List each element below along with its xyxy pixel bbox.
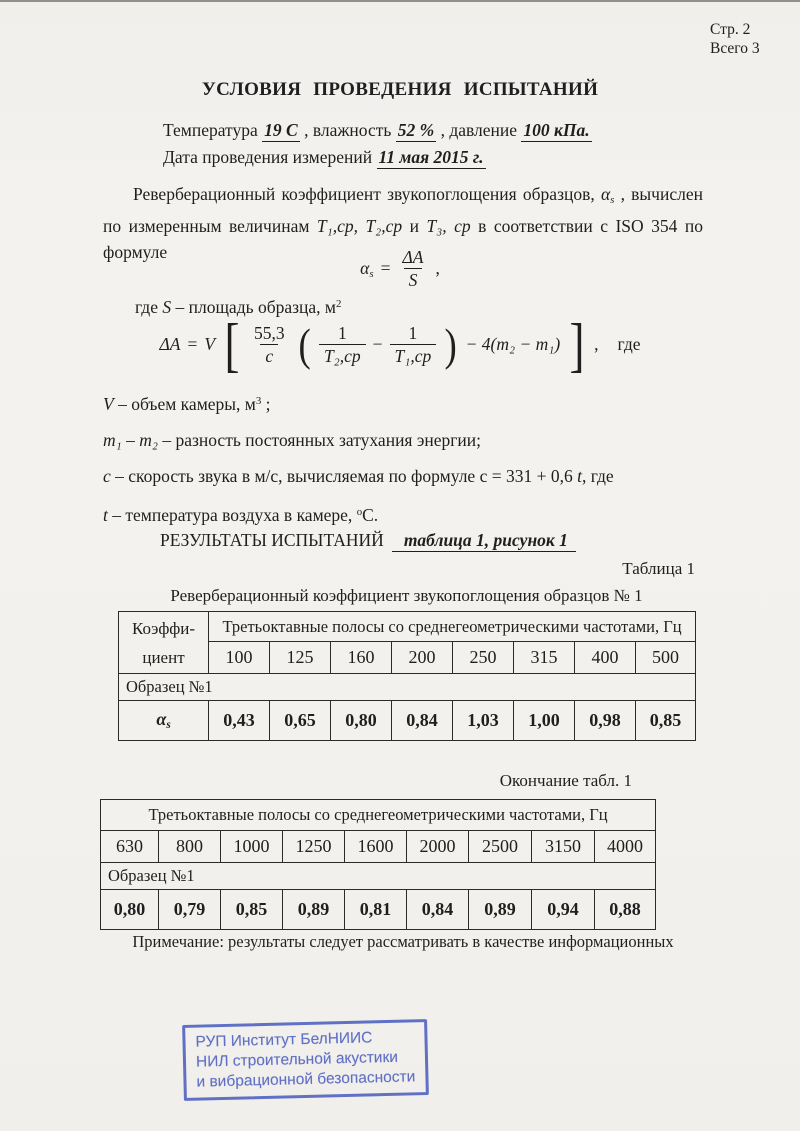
frequency-row	[101, 831, 656, 863]
measurement-date-line	[163, 144, 592, 171]
value-cell: 0,80	[331, 701, 392, 741]
value-cell: 0,81	[345, 890, 407, 930]
table2-label: Окончание табл. 1	[499, 771, 632, 790]
m1-m2-symbol: m₁ – m₂	[103, 429, 158, 450]
frequency-cell: 1250	[283, 831, 345, 863]
intro-text-2: , вычислен по измеренным величинам	[103, 184, 703, 237]
fraction-denominator: T₁,ср	[390, 344, 437, 366]
definition-text: – объем камеры, м	[113, 393, 256, 414]
note-line: Примечание: результаты следует рассматривать в качестве информационных	[132, 932, 674, 951]
stamp-line-3: и вибрационной безопасности	[196, 1067, 416, 1091]
fraction-denominator: T₂,ср	[319, 344, 366, 366]
alpha-base: α	[600, 184, 611, 204]
alpha-s-symbol	[600, 184, 615, 207]
results-table-2	[100, 799, 656, 930]
value-cell: 0,80	[101, 890, 159, 930]
frequency-cell: 400	[575, 642, 636, 674]
equals-sign: =	[187, 334, 198, 355]
definition-text: – температура воздуха в камере,	[107, 504, 357, 525]
frequency-cell: 160	[331, 642, 392, 674]
where-label: где	[617, 334, 641, 355]
minus-sign: −	[372, 334, 383, 355]
alpha-s-cell	[119, 701, 209, 741]
value-cell: 0,94	[532, 890, 595, 930]
fraction-denominator: S	[404, 268, 423, 290]
value-cell: 0,88	[595, 890, 656, 930]
t2-symbol: T₂,ср	[365, 216, 403, 237]
delta-a-symbol: ΔA	[159, 334, 181, 355]
coefficient-word-part2: циент	[142, 647, 185, 667]
frequency-cell: 200	[392, 642, 453, 674]
where-s-text: – площадь образца, м	[171, 297, 337, 317]
formula-alpha-row	[360, 247, 440, 290]
t3-symbol: T₃, ср	[426, 216, 471, 237]
temperature-value: 19 С	[264, 120, 298, 140]
alpha-s-symbol	[156, 709, 171, 732]
frequency-cell: 500	[636, 642, 696, 674]
fraction-denominator: c	[260, 344, 278, 366]
intro-text-1: Реверберационный коэффициент звукопоглощения образцов,	[133, 184, 601, 204]
fraction-dA-S	[397, 247, 428, 290]
value-cell: 0,85	[636, 701, 696, 741]
value-cell: 0,43	[209, 701, 270, 741]
document-title: УСЛОВИЯ ПРОВЕДЕНИЯ ИСПЫТАНИЙ	[201, 79, 599, 100]
organization-stamp	[182, 1019, 429, 1101]
page-number: Стр. 2	[710, 21, 751, 38]
formula-alpha-lhs	[360, 258, 373, 280]
alpha-subscript: s	[610, 194, 615, 207]
definition-tail: ;	[261, 393, 271, 414]
sample-row	[119, 674, 696, 701]
value-cell: 0,98	[575, 701, 636, 741]
formula-comma: ,	[435, 258, 440, 279]
value-cell: 0,89	[469, 890, 532, 930]
fraction-1-T1	[390, 323, 437, 366]
page-counter	[710, 20, 760, 58]
sample-label-cell: Образец №1	[119, 674, 696, 701]
table1-caption: Реверберационный коэффициент звукопоглощения образцов № 1	[170, 586, 643, 605]
humidity-label: , влажность	[299, 120, 396, 140]
frequency-cell: 315	[514, 642, 575, 674]
frequency-cell: 2500	[469, 831, 532, 863]
results-heading	[160, 530, 576, 551]
degree-superscript: о	[356, 505, 363, 518]
frequency-cell: 250	[453, 642, 514, 674]
symbol-definitions	[103, 390, 614, 540]
c-symbol: c	[103, 465, 111, 486]
results-table-1	[118, 611, 696, 741]
alpha-subscript: s	[166, 719, 171, 732]
value-cell: 1,03	[453, 701, 514, 741]
frequency-cell: 4000	[595, 831, 656, 863]
sample-label-cell: Образец №1	[101, 863, 656, 890]
intro-and: и	[402, 216, 427, 237]
fraction-numerator: ΔA	[402, 247, 424, 267]
formula-delta-a	[0, 311, 800, 378]
frequency-cell: 125	[270, 642, 331, 674]
definition-text: – скорость звука в м/с, вычисляемая по формуле с = 331 + 0,6	[110, 465, 578, 486]
value-cell: 0,89	[283, 890, 345, 930]
value-cell: 0,79	[159, 890, 221, 930]
stamp-line-1: РУП Институт БелНИИС	[195, 1029, 373, 1051]
formula-alpha-s	[0, 247, 800, 290]
formula-alpha-base: α	[360, 257, 370, 278]
sample-row	[101, 863, 656, 890]
value-row	[101, 890, 656, 930]
alpha-base: α	[156, 709, 167, 730]
formula-tail-term: − 4(m₂ − m₁)	[465, 334, 561, 355]
definition-tail: С.	[362, 504, 379, 525]
humidity-value: 52 %	[397, 120, 435, 140]
test-conditions	[163, 117, 592, 171]
fraction-553-c	[249, 323, 290, 366]
value-row	[119, 701, 696, 741]
value-cell: 0,85	[221, 890, 283, 930]
intro-text-3: в соответствии с ISO 354 по формуле	[103, 216, 703, 263]
fraction-numerator: 55,3	[254, 323, 285, 343]
definition-text: – разность постоянных затухания энергии;	[157, 429, 482, 450]
value-cell: 0,65	[270, 701, 331, 741]
frequency-cell: 1600	[345, 831, 407, 863]
date-label: Дата проведения измерений	[163, 147, 377, 167]
value-cell: 1,00	[514, 701, 575, 741]
coefficient-header-cell	[119, 612, 209, 674]
results-heading-text: РЕЗУЛЬТАТЫ ИСПЫТАНИЙ	[160, 530, 384, 550]
formula-alpha-sub: s	[369, 267, 374, 280]
fraction-numerator: 1	[408, 323, 418, 343]
v-symbol: V	[204, 334, 216, 355]
conditions-line	[163, 117, 592, 144]
frequency-cell: 800	[159, 831, 221, 863]
frequency-cell: 1000	[221, 831, 283, 863]
t-symbol: t	[103, 504, 108, 525]
formula-comma: ,	[594, 334, 599, 355]
date-value: 11 мая 2015 г.	[378, 147, 484, 167]
frequency-cell: 2000	[407, 831, 469, 863]
definition-t	[103, 501, 614, 526]
value-cell: 0,84	[407, 890, 469, 930]
frequency-cell: 630	[101, 831, 159, 863]
band-header-cell: Третьоктавные полосы со среднегеометрическими частотами, Гц	[209, 612, 696, 642]
table1-label: Таблица 1	[622, 559, 695, 578]
where-label: где	[135, 297, 163, 317]
formula-delta-row: ΔA = V [ $\frac{55,3}{c}$ ( $\frac{1}{\text{T₂,ср}}$ − $\frac{1}{\text{T₁,ср}}$ ) − 4(m₂ − m₁) ] , где	[159, 311, 641, 378]
frequency-cell: 100	[209, 642, 270, 674]
coefficient-word-part1: Коэффи-	[131, 618, 196, 638]
pressure-label: , давление	[436, 120, 522, 140]
band-header-cell: Третьоктавные полосы со среднегеометрическими частотами, Гц	[101, 800, 656, 831]
equals-sign: =	[380, 258, 391, 279]
cube-superscript: 3	[255, 395, 262, 407]
temperature-label: Температура	[163, 120, 263, 140]
t1-symbol: T₁,ср,	[316, 216, 366, 237]
fraction-numerator: 1	[337, 323, 347, 343]
t-symbol: t	[577, 465, 582, 486]
v-symbol: V	[103, 393, 114, 414]
value-cell: 0,84	[392, 701, 453, 741]
s-symbol: S	[162, 297, 172, 317]
definition-v	[103, 390, 614, 415]
definition-tail: , где	[581, 465, 614, 486]
fraction-1-T2	[319, 323, 366, 366]
page-total: Всего 3	[710, 40, 760, 57]
definition-m1-m2	[103, 429, 614, 451]
stamp-line-2: НИЛ строительной акустики	[195, 1048, 399, 1071]
pressure-value: 100 кПа.	[523, 120, 590, 140]
frequency-cell: 3150	[532, 831, 595, 863]
definition-c	[103, 465, 614, 487]
results-reference: таблица 1, рисунок 1	[392, 530, 576, 552]
square-superscript: 2	[336, 298, 342, 311]
